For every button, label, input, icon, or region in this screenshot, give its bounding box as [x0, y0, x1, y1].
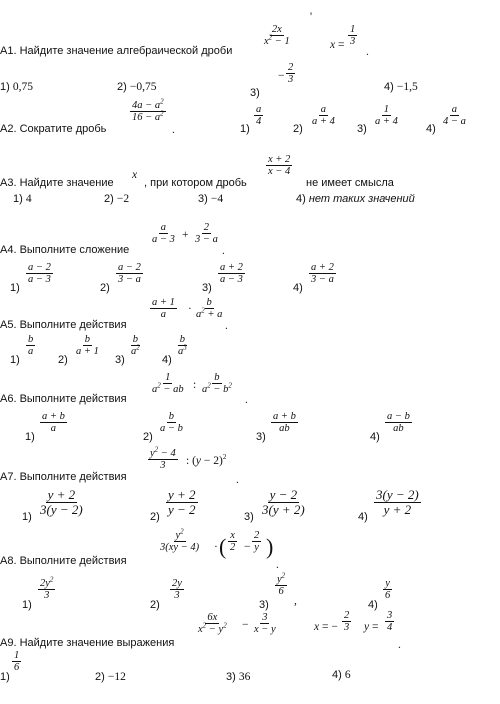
task-a7-option-1: 1)	[22, 511, 32, 523]
task-a4-option-1-value	[26, 262, 53, 285]
denominator: $a^2 - b^2$	[202, 381, 232, 396]
task-a5-option-1: 1)	[10, 354, 20, 366]
task-a1-option-2: 2) −0,75	[117, 81, 157, 93]
numerator: a − 2	[28, 262, 51, 273]
numerator: b	[179, 334, 185, 345]
task-a3-variable: x	[132, 169, 138, 181]
denominator: a	[28, 346, 34, 358]
numerator: 2	[288, 62, 294, 73]
numerator: y + 2	[47, 487, 76, 502]
denominator: y + 2	[383, 501, 412, 517]
task-a3-label-3: не имеет смысла	[306, 177, 394, 189]
task-a4-option-3: 3)	[202, 282, 212, 294]
denominator: a − 3	[152, 234, 175, 246]
task-a5-option-2: 2)	[58, 354, 68, 366]
numerator: a	[256, 104, 262, 115]
denominator: 3	[350, 36, 356, 48]
denominator: $a^2$	[131, 343, 140, 358]
task-a1-label: A1. Найдите значение алгебраической дроби	[0, 45, 233, 57]
denominator: 3 − a	[118, 274, 141, 286]
task-a4-option-4: 4)	[293, 282, 303, 294]
task-a7-fraction	[148, 445, 178, 472]
task-a6-option-2-value	[158, 411, 185, 434]
task-a1-option-3-value	[286, 62, 295, 85]
dot: .	[236, 474, 239, 486]
denominator: $a^3$	[178, 343, 187, 358]
task-a3-option-3: 3) −4	[198, 193, 224, 205]
denominator: 6	[14, 662, 20, 674]
task-a6-option-1-value	[40, 411, 67, 434]
task-a9-option-3: 3) 36	[226, 671, 251, 683]
task-a9-label: A9. Найдите значение выражения	[0, 637, 175, 649]
numerator: x + 2	[268, 154, 291, 165]
paren-right: )	[266, 534, 274, 559]
numerator: $y^2 - 4$	[150, 445, 176, 459]
task-a4-option-4-value	[309, 262, 336, 285]
task-a8-option-1-value	[38, 575, 55, 602]
task-a8-option-2-value	[170, 578, 184, 601]
task-a1-fraction	[262, 24, 292, 47]
task-a2-option-1-value	[254, 104, 263, 127]
denominator: $16 - a^2$	[132, 109, 164, 124]
denominator: 6	[385, 590, 391, 602]
denominator: ab	[393, 423, 404, 435]
denominator: 6	[278, 586, 284, 598]
task-a1-given-value	[348, 24, 357, 47]
numerator: b	[84, 334, 91, 345]
numerator: 2x	[271, 24, 282, 35]
task-a2-option-4: 4)	[426, 123, 436, 135]
denominator: 3	[160, 460, 166, 472]
denominator: $a^2 + a$	[196, 306, 223, 321]
task-a5-option-4: 4)	[162, 354, 172, 366]
numerator: y + 2	[168, 487, 196, 502]
numerator: 2y	[172, 578, 182, 589]
dot-operator: ·	[214, 541, 218, 553]
numerator: a + b	[42, 411, 65, 422]
task-a6-option-2: 2)	[143, 431, 153, 443]
plus-sign: +	[182, 229, 189, 241]
denominator: a + 4	[312, 116, 335, 128]
task-a3-label: A3. Найдите значение	[0, 177, 114, 189]
numerator: 3	[262, 612, 268, 623]
denominator: 3(xy − 4)	[160, 542, 200, 554]
task-a2-option-3: 3)	[357, 123, 367, 135]
task-a8-option-3: 3)	[259, 599, 269, 611]
task-a3-fraction	[266, 154, 292, 177]
task-a6-fraction-2	[200, 372, 234, 395]
numerator: a + 2	[220, 262, 243, 273]
denominator: 3	[344, 622, 350, 634]
numerator: b	[168, 411, 175, 422]
numerator: 6x	[207, 612, 218, 623]
numerator: a + b	[273, 411, 296, 422]
denominator: 3(y − 2)	[40, 501, 83, 517]
dot: .	[225, 320, 228, 332]
task-a8-label: A8. Выполните действия	[0, 555, 127, 567]
task-a6-option-4: 4)	[370, 431, 380, 443]
denominator: y − 2	[168, 501, 196, 517]
task-a8-option-1: 1)	[22, 599, 32, 611]
numerator: a	[451, 104, 458, 115]
task-a2-option-2-value	[310, 104, 337, 127]
dot: .	[222, 245, 225, 257]
task-a9-option-2: 2) −12	[95, 671, 126, 683]
numerator: $4a - a^2$	[132, 97, 164, 111]
task-a1-option-1: 1) 0,75	[0, 81, 33, 93]
task-a4-option-3-value	[218, 262, 245, 285]
numerator: y	[385, 578, 390, 589]
task-a3-label-2: , при котором дробь	[144, 177, 247, 189]
tick-mark: '	[310, 11, 313, 23]
task-a2-option-1: 1)	[240, 123, 250, 135]
task-a2-option-4-value	[441, 104, 468, 127]
denominator: 4	[256, 116, 262, 128]
task-a4-option-1: 1)	[10, 282, 20, 294]
task-a7-option-2: 2)	[150, 511, 160, 523]
task-a4-option-2: 2)	[100, 282, 110, 294]
task-a8-option-2: 2)	[150, 599, 160, 611]
task-a1-opt3-minus: −	[278, 70, 285, 82]
denominator: 3	[174, 590, 180, 602]
task-a9-given-y-value	[385, 610, 394, 633]
task-a6-label: A6. Выполните действия	[0, 393, 127, 405]
task-a5-fraction-1	[150, 297, 177, 320]
dot: .	[398, 639, 401, 651]
dot-operator: ·	[188, 303, 192, 315]
numerator: 1	[350, 24, 356, 35]
numerator: b	[28, 334, 34, 345]
numerator: $y^2$	[277, 571, 286, 585]
task-a5-option-2-value	[74, 334, 101, 357]
task-a8-inner-2	[252, 530, 261, 553]
task-a6-option-3-value	[271, 411, 298, 434]
task-a4-fraction-1	[150, 222, 177, 245]
task-a9-fraction-2	[252, 612, 278, 635]
numerator: 2	[203, 222, 210, 233]
task-a2-fraction	[130, 97, 166, 124]
numerator: 1	[165, 372, 171, 383]
task-a5-label: A5. Выполните действия	[0, 319, 127, 331]
task-a9-option-1-value	[12, 650, 21, 673]
denominator: a + 4	[375, 116, 398, 128]
numerator: b	[132, 334, 138, 345]
task-a8-option-4-value	[383, 578, 392, 601]
task-a1-option-4: 4) −1,5	[384, 81, 418, 93]
minus: −	[242, 619, 249, 631]
task-a9-given-x: x = −	[314, 621, 338, 633]
denominator: a − b	[160, 423, 183, 435]
denominator: 3	[288, 74, 294, 86]
numerator: y − 2	[269, 487, 298, 502]
numerator: a − b	[387, 411, 410, 422]
task-a6-option-4-value	[385, 411, 412, 434]
task-a8-option-3-value	[275, 571, 287, 598]
denominator: 2	[230, 542, 236, 554]
denominator: 4 − a	[443, 116, 466, 128]
task-a7-label: A7. Выполните действия	[0, 471, 127, 483]
task-a1-given-x: x =	[330, 39, 345, 51]
task-a4-label: A4. Выполните сложение	[0, 244, 130, 256]
task-a6-option-3: 3)	[256, 431, 266, 443]
task-a1-option-3: 3)	[250, 87, 260, 99]
task-a5-option-3-value	[129, 334, 142, 357]
numerator: a − 2	[118, 262, 141, 273]
denominator: a + 1	[76, 346, 99, 358]
numerator: 1	[383, 104, 390, 115]
task-a7-option-2-value	[166, 488, 198, 516]
task-a4-option-2-value	[116, 262, 143, 285]
task-a2-option-2: 2)	[293, 123, 303, 135]
denominator: $x^2 - 1$	[264, 33, 290, 48]
denominator: $a^2$ − ab	[152, 381, 184, 396]
task-a9-fraction-1	[196, 612, 229, 635]
task-a9-option-4: 4) 6	[332, 669, 351, 681]
denominator: 3	[44, 590, 50, 602]
dot: .	[276, 559, 279, 571]
denominator: x − 4	[268, 166, 291, 178]
task-a6-option-1: 1)	[25, 431, 35, 443]
denominator: a − 3	[28, 274, 51, 286]
numerator: a + 1	[152, 297, 175, 308]
numerator: 2	[344, 610, 350, 621]
numerator: a	[160, 222, 167, 233]
comma: ,	[294, 595, 297, 607]
numerator: 3	[387, 610, 393, 621]
task-a7-option-3: 3)	[244, 511, 254, 523]
task-a8-inner-1	[228, 530, 237, 553]
task-a3-option-2: 2) −2	[104, 193, 130, 205]
dot: .	[172, 124, 175, 136]
denominator: 3 − a	[311, 274, 334, 286]
task-a2-option-3-value	[373, 104, 400, 127]
task-a6-fraction-1	[150, 372, 186, 395]
minus: −	[244, 541, 251, 553]
numerator: b	[206, 297, 212, 308]
task-a7-option-4: 4)	[358, 511, 368, 523]
numerator: a + 2	[311, 262, 334, 273]
task-a7-option-1-value	[38, 488, 85, 516]
denominator: 3 − a	[195, 234, 218, 246]
task-a5-option-3: 3)	[115, 354, 125, 366]
denominator: a	[160, 309, 167, 321]
denominator: x − y	[254, 624, 276, 636]
task-a7-expression: : $(y - 2)^2$	[186, 453, 227, 467]
task-a7-option-4-value	[374, 488, 421, 516]
denominator: a	[50, 423, 57, 435]
colon: :	[193, 379, 197, 391]
task-a5-option-1-value	[26, 334, 35, 357]
paren-left: (	[219, 534, 227, 559]
task-a5-fraction-2	[194, 297, 224, 320]
task-a2-label: A2. Сократите дробь	[0, 123, 107, 135]
numerator: $2y^2$	[40, 575, 54, 589]
task-a4-fraction-2	[193, 222, 220, 245]
numerator: b	[214, 372, 220, 383]
task-a3-option-4: 4) нет таких значений	[296, 193, 415, 205]
numerator: 2	[254, 530, 260, 541]
denominator: ab	[279, 423, 290, 435]
numerator: 3(y − 2)	[376, 487, 419, 502]
denominator: $x^2 - y^2$	[198, 621, 227, 636]
denominator: 3(y + 2)	[262, 501, 305, 517]
numerator: $y^2$	[175, 527, 184, 541]
task-a9-given-x-value	[342, 610, 351, 633]
denominator: 4	[387, 622, 393, 634]
numerator: a	[320, 104, 327, 115]
task-a5-option-4-value	[176, 334, 189, 357]
task-a3-option-1: 1) 4	[13, 193, 32, 205]
task-a9-given-y: y =	[364, 621, 379, 633]
task-a8-fraction	[158, 527, 201, 554]
dot: .	[366, 46, 369, 58]
denominator: y	[254, 542, 259, 554]
dot: .	[245, 394, 248, 406]
numerator: 1	[14, 650, 20, 661]
task-a9-option-1: 1)	[0, 671, 10, 683]
task-a7-option-3-value	[260, 488, 307, 516]
denominator: a − 3	[220, 274, 243, 286]
numerator: x	[230, 530, 235, 541]
task-a8-option-4: 4)	[368, 599, 378, 611]
